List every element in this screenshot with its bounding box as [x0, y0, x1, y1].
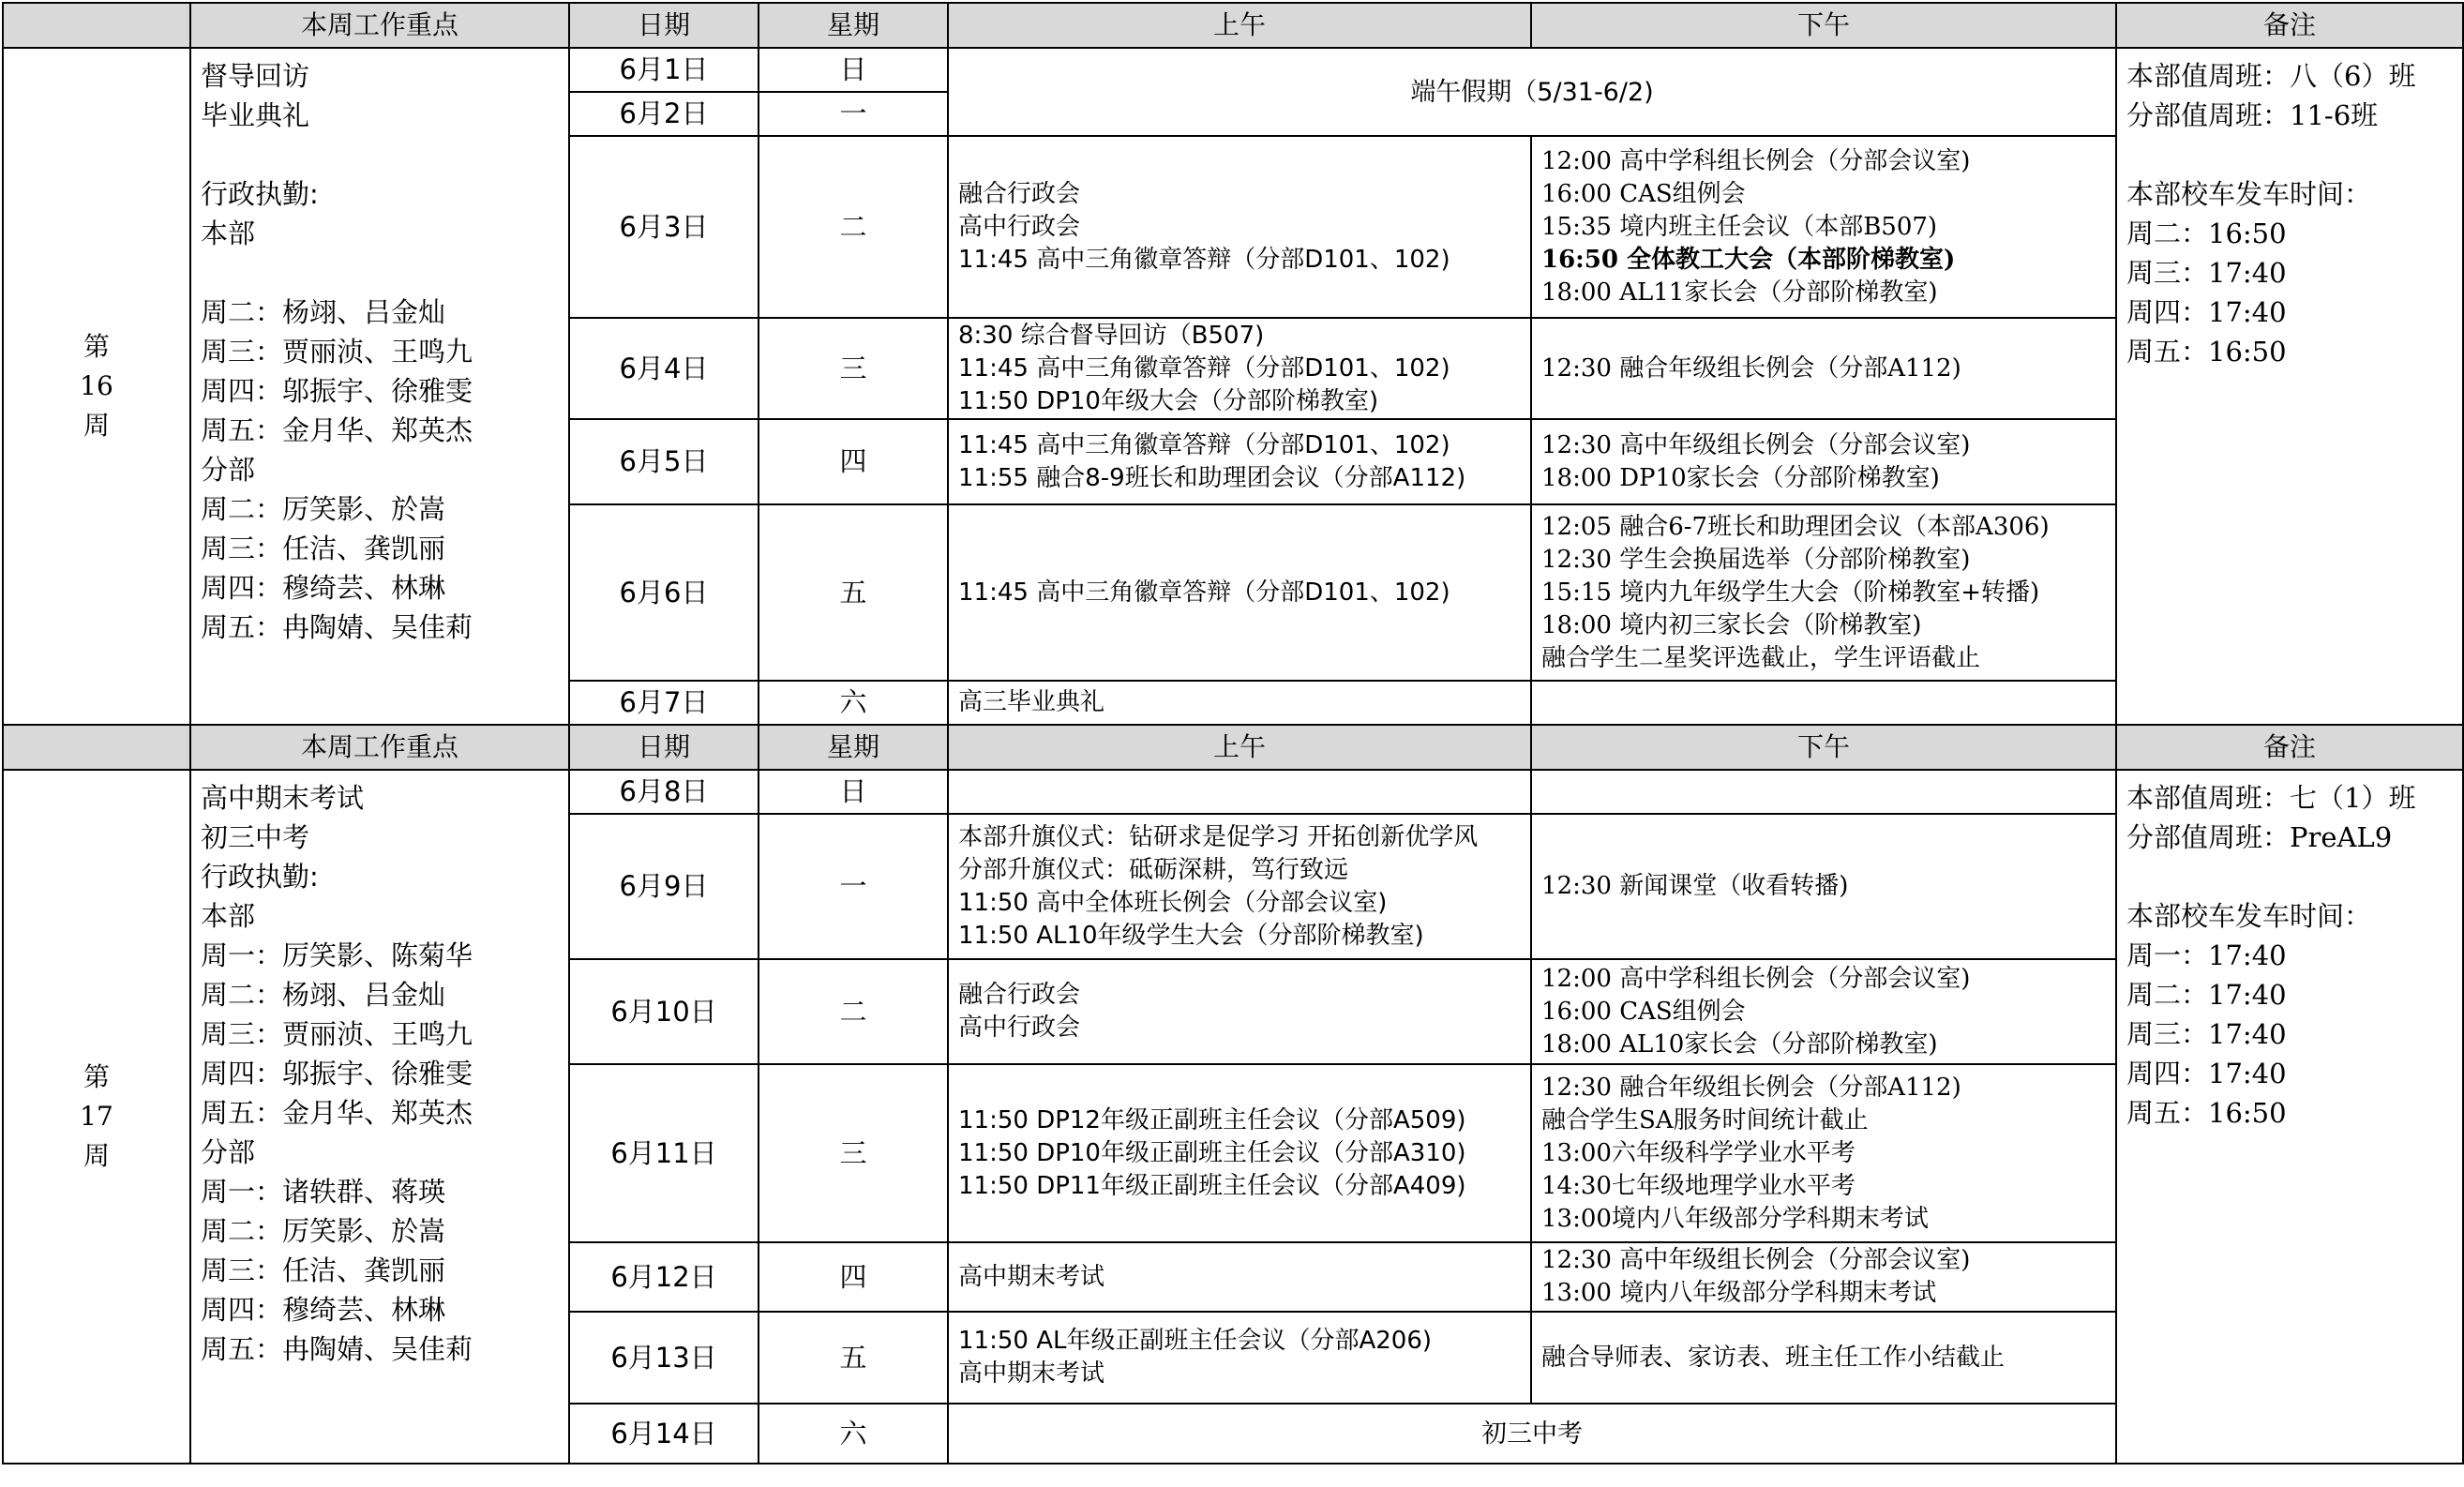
holiday-cell: 端午假期（5/31-6/2)	[948, 48, 2116, 136]
pm-cell	[1531, 318, 2116, 419]
pm-cell	[1531, 1312, 2116, 1404]
pm-cell	[1531, 1242, 2116, 1312]
table-row	[3, 770, 2463, 814]
pm-cell	[1531, 959, 2116, 1064]
focus-line: 分部	[201, 454, 256, 486]
am-line: 11:45 高中三角徽章答辩（分部D101、102)	[958, 353, 1450, 383]
header-am: 上午	[948, 3, 1531, 48]
pm-line: 13:00 境内八年级部分学科期末考试	[1541, 1279, 1937, 1307]
am-cell	[948, 681, 1531, 725]
day-date: 6月6日	[569, 504, 759, 681]
note-line: 周二：17:40	[2126, 979, 2287, 1011]
exam-cell: 初三中考	[948, 1404, 2116, 1464]
am-line: 11:45 高中三角徽章答辩（分部D101、102)	[958, 578, 1450, 607]
day-date: 6月2日	[569, 92, 759, 136]
focus-line: 周三：任洁、龚凯丽	[201, 533, 446, 564]
day-date: 6月5日	[569, 419, 759, 504]
day-weekday: 六	[759, 1404, 948, 1464]
am-line: 高中期末考试	[958, 1262, 1105, 1291]
am-line: 融合行政会	[958, 981, 1081, 1009]
day-weekday: 日	[759, 770, 948, 814]
focus-line: 周五：冉陶婧、吴佳莉	[201, 1333, 473, 1365]
am-line: 分部升旗仪式：砥砺深耕，笃行致远	[958, 855, 1349, 884]
am-line: 高中行政会	[958, 212, 1081, 241]
am-line: 本部升旗仪式：钻研求是促学习 开拓创新优学风	[958, 822, 1479, 851]
am-line: 8:30 综合督导回访（B507)	[958, 321, 1265, 350]
header-row-week-17	[3, 725, 2463, 770]
focus-line: 周一：诸轶群、蒋瑛	[201, 1176, 446, 1208]
pm-line: 12:30 融合年级组长例会（分部A112)	[1541, 1073, 1961, 1102]
am-line: 11:50 AL10年级学生大会（分部阶梯教室)	[958, 921, 1424, 950]
day-weekday: 五	[759, 504, 948, 681]
day-date: 6月10日	[569, 959, 759, 1064]
week-focus	[190, 48, 569, 725]
focus-line: 周三：任洁、龚凯丽	[201, 1254, 446, 1286]
am-line: 高中行政会	[958, 1014, 1081, 1042]
focus-line: 周五：金月华、郑英杰	[201, 1097, 473, 1129]
focus-line: 周二：厉笑影、於嵩	[201, 1215, 446, 1247]
focus-line: 周二：厉笑影、於嵩	[201, 493, 446, 525]
week-note	[2116, 48, 2463, 725]
am-cell	[948, 318, 1531, 419]
pm-cell	[1531, 681, 2116, 725]
am-line: 11:50 DP10年级正副班主任会议（分部A310)	[958, 1138, 1466, 1167]
focus-line: 周五：金月华、郑英杰	[201, 414, 473, 446]
am-line: 11:50 DP12年级正副班主任会议（分部A509)	[958, 1105, 1466, 1134]
pm-line: 14:30七年级地理学业水平考	[1541, 1171, 1856, 1200]
day-weekday: 二	[759, 136, 948, 318]
am-cell	[948, 1064, 1531, 1242]
schedule-table	[2, 2, 2464, 1464]
note-line: 分部值周班：PreAL9	[2126, 821, 2393, 853]
focus-line: 周四：穆绮芸、林琳	[201, 572, 446, 604]
day-weekday: 二	[759, 959, 948, 1064]
am-line: 融合行政会	[958, 179, 1081, 208]
day-weekday: 五	[759, 1312, 948, 1404]
day-weekday: 一	[759, 92, 948, 136]
week-label	[3, 770, 190, 1464]
pm-cell	[1531, 504, 2116, 681]
am-cell	[948, 136, 1531, 318]
pm-line: 18:00 境内初三家长会（阶梯教室)	[1541, 610, 1922, 639]
pm-line: 16:00 CAS组例会	[1541, 179, 1746, 208]
focus-line: 周四：穆绮芸、林琳	[201, 1294, 446, 1326]
note-line: 本部值周班：八（6）班	[2126, 60, 2416, 92]
week-label-line: 17	[80, 1101, 113, 1132]
day-weekday: 四	[759, 1242, 948, 1312]
pm-cell	[1531, 814, 2116, 959]
header-focus: 本周工作重点	[190, 725, 569, 770]
day-weekday: 六	[759, 681, 948, 725]
header-pm: 下午	[1531, 725, 2116, 770]
pm-line: 融合导师表、家访表、班主任工作小结截止	[1541, 1343, 2006, 1372]
day-date: 6月11日	[569, 1064, 759, 1242]
focus-line: 本部	[201, 900, 256, 932]
note-line: 周三：17:40	[2126, 257, 2287, 289]
focus-line: 毕业典礼	[201, 99, 310, 131]
pm-line: 12:00 高中学科组长例会（分部会议室)	[1541, 964, 1971, 993]
pm-line-highlight: 16:50 全体教工大会（本部阶梯教室)	[1541, 245, 1956, 274]
focus-line: 周三：贾丽浈、王鸣九	[201, 336, 473, 368]
am-cell	[948, 814, 1531, 959]
pm-line: 12:30 高中年级组长例会（分部会议室)	[1541, 1246, 1971, 1274]
week-note	[2116, 770, 2463, 1464]
pm-line: 18:00 AL10家长会（分部阶梯教室)	[1541, 1029, 1938, 1059]
am-cell	[948, 1242, 1531, 1312]
pm-line: 12:30 新闻课堂（收看转播)	[1541, 872, 1849, 900]
week-label-line: 第	[83, 1061, 110, 1092]
note-line: 周四：17:40	[2126, 296, 2287, 328]
am-line: 11:55 融合8-9班长和助理团会议（分部A112)	[958, 463, 1466, 492]
header-weekday: 星期	[759, 725, 948, 770]
pm-line: 15:15 境内九年级学生大会（阶梯教室+转播)	[1541, 578, 2040, 607]
day-weekday: 三	[759, 318, 948, 419]
note-line: 周四：17:40	[2126, 1058, 2287, 1089]
note-line: 本部值周班：七（1）班	[2126, 782, 2416, 814]
day-date: 6月1日	[569, 48, 759, 92]
focus-line: 周三：贾丽浈、王鸣九	[201, 1018, 473, 1050]
day-date: 6月13日	[569, 1312, 759, 1404]
am-line: 11:50 AL年级正副班主任会议（分部A206)	[958, 1327, 1433, 1355]
pm-line: 13:00六年级科学学业水平考	[1541, 1138, 1856, 1167]
note-line: 周五：16:50	[2126, 1097, 2287, 1129]
note-line: 本部校车发车时间：	[2126, 178, 2372, 210]
am-cell	[948, 504, 1531, 681]
header-weekday: 星期	[759, 3, 948, 48]
week-focus	[190, 770, 569, 1464]
focus-line: 督导回访	[201, 60, 310, 92]
header-blank	[3, 725, 190, 770]
day-weekday: 日	[759, 48, 948, 92]
day-weekday: 四	[759, 419, 948, 504]
note-line: 周五：16:50	[2126, 336, 2287, 368]
pm-line: 16:00 CAS组例会	[1541, 997, 1746, 1026]
day-date: 6月3日	[569, 136, 759, 318]
focus-line: 初三中考	[201, 821, 310, 853]
header-row-week-16	[3, 3, 2463, 48]
header-date: 日期	[569, 3, 759, 48]
am-line: 11:50 高中全体班长例会（分部会议室)	[958, 888, 1388, 917]
week-label-line: 周	[83, 1140, 110, 1171]
am-line: 11:50 DP10年级大会（分部阶梯教室)	[958, 386, 1379, 415]
pm-cell	[1531, 419, 2116, 504]
note-line: 周一：17:40	[2126, 939, 2287, 971]
pm-line: 12:30 高中年级组长例会（分部会议室)	[1541, 430, 1971, 459]
note-line: 本部校车发车时间：	[2126, 900, 2372, 932]
pm-line: 12:00 高中学科组长例会（分部会议室)	[1541, 146, 1971, 175]
focus-line: 周五：冉陶婧、吴佳莉	[201, 611, 473, 643]
pm-line: 13:00境内八年级部分学科期末考试	[1541, 1204, 1929, 1233]
pm-line: 12:05 融合6-7班长和助理团会议（本部A306)	[1541, 512, 2050, 541]
focus-line: 周四：邬振宇、徐雅雯	[201, 1058, 473, 1089]
pm-cell	[1531, 136, 2116, 318]
pm-line: 12:30 学生会换届选举（分部阶梯教室)	[1541, 545, 1971, 574]
focus-line: 周一：厉笑影、陈菊华	[201, 939, 473, 971]
am-line: 11:50 DP11年级正副班主任会议（分部A409)	[958, 1171, 1466, 1200]
pm-line: 融合学生二星奖评选截止，学生评语截止	[1541, 643, 1981, 672]
pm-line: 15:35 境内班主任会议（本部B507)	[1541, 212, 1938, 241]
note-line: 周二：16:50	[2126, 218, 2287, 249]
focus-line: 行政执勤:	[201, 178, 319, 210]
pm-line: 融合学生SA服务时间统计截止	[1541, 1105, 1869, 1134]
focus-line: 分部	[201, 1136, 256, 1168]
am-line: 高三毕业典礼	[958, 688, 1105, 716]
day-date: 6月8日	[569, 770, 759, 814]
am-line: 高中期末考试	[958, 1359, 1105, 1388]
am-cell	[948, 770, 1531, 814]
focus-line: 周二：杨翊、吕金灿	[201, 296, 446, 328]
header-note: 备注	[2116, 725, 2463, 770]
day-date: 6月9日	[569, 814, 759, 959]
day-date: 6月7日	[569, 681, 759, 725]
pm-line: 12:30 融合年级组长例会（分部A112)	[1541, 353, 1961, 383]
day-weekday: 一	[759, 814, 948, 959]
am-cell	[948, 959, 1531, 1064]
week-label-line: 周	[83, 410, 110, 441]
week-label-line: 16	[80, 370, 113, 401]
focus-line: 高中期末考试	[201, 782, 365, 814]
note-line: 分部值周班：11-6班	[2126, 99, 2379, 131]
day-date: 6月14日	[569, 1404, 759, 1464]
pm-cell	[1531, 1064, 2116, 1242]
week-label	[3, 48, 190, 725]
header-pm: 下午	[1531, 3, 2116, 48]
header-date: 日期	[569, 725, 759, 770]
pm-line: 18:00 DP10家长会（分部阶梯教室)	[1541, 463, 1940, 492]
day-weekday: 三	[759, 1064, 948, 1242]
table-row	[3, 48, 2463, 92]
focus-line: 周二：杨翊、吕金灿	[201, 979, 446, 1011]
focus-line: 本部	[201, 218, 256, 249]
week-label-line: 第	[83, 331, 110, 362]
am-cell	[948, 1312, 1531, 1404]
am-line: 11:45 高中三角徽章答辩（分部D101、102)	[958, 430, 1450, 459]
header-note: 备注	[2116, 3, 2463, 48]
note-line: 周三：17:40	[2126, 1018, 2287, 1050]
day-date: 6月4日	[569, 318, 759, 419]
focus-line: 行政执勤:	[201, 861, 319, 893]
pm-cell	[1531, 770, 2116, 814]
pm-line: 18:00 AL11家长会（分部阶梯教室)	[1541, 278, 1938, 307]
am-line: 11:45 高中三角徽章答辩（分部D101、102)	[958, 245, 1450, 274]
header-am: 上午	[948, 725, 1531, 770]
am-cell	[948, 419, 1531, 504]
header-blank	[3, 3, 190, 48]
focus-line: 周四：邬振宇、徐雅雯	[201, 375, 473, 407]
day-date: 6月12日	[569, 1242, 759, 1312]
header-focus: 本周工作重点	[190, 3, 569, 48]
